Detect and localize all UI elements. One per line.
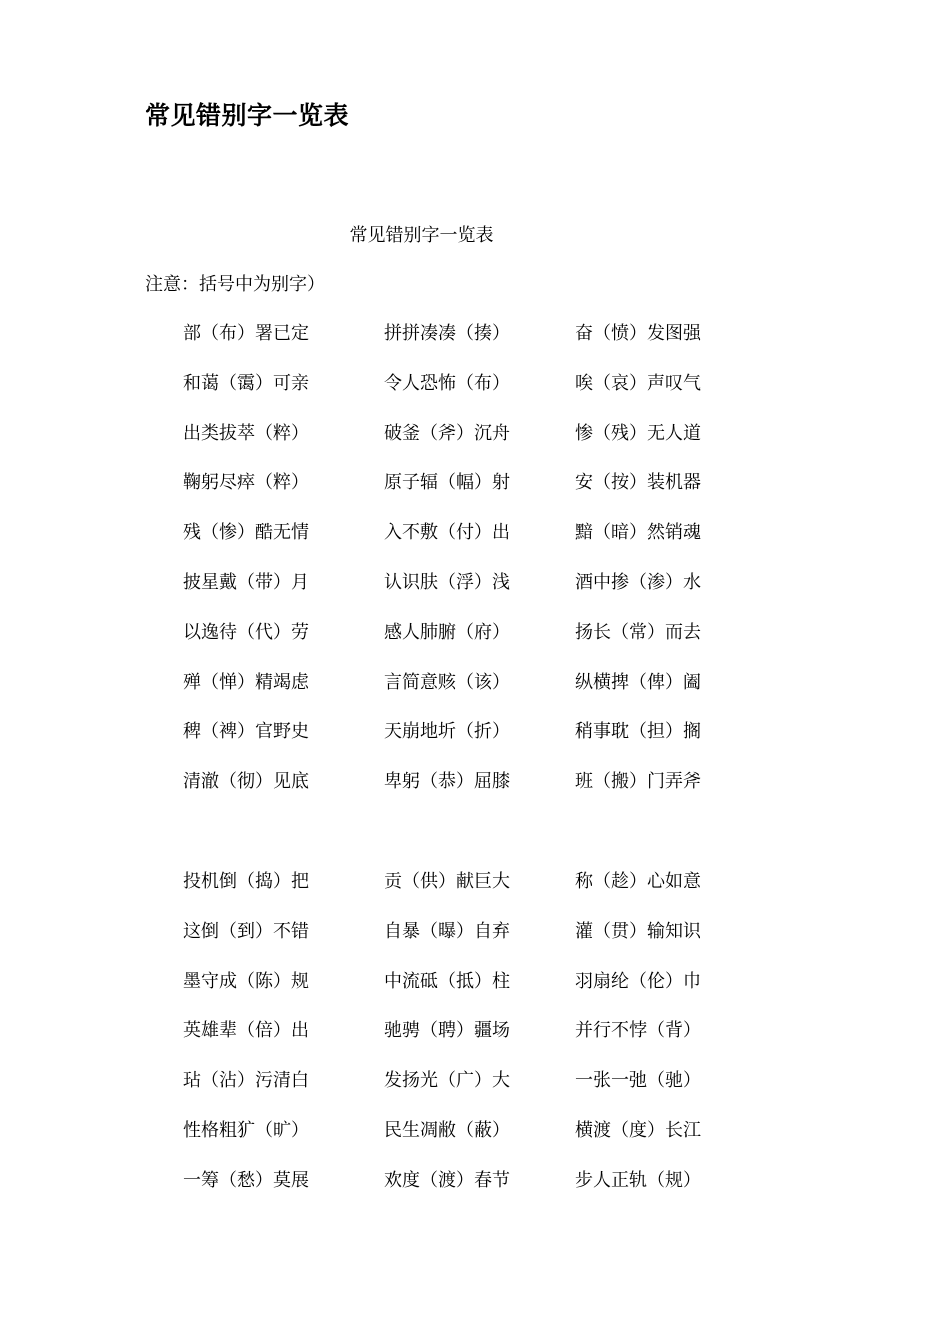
table-cell: 奋（愤）发图强: [575, 323, 701, 344]
table-cell: 天崩地圻（折）: [384, 721, 510, 743]
table-row: [183, 619, 743, 669]
table-cell: 灌（贯）输知识: [575, 920, 701, 942]
table-cell: 和蔼（霭）可亲: [183, 372, 309, 394]
table-cell: 卑躬（恭）屈膝: [384, 771, 510, 793]
table-row: [183, 669, 743, 719]
word-table-block-1: [183, 320, 743, 818]
table-row: [183, 320, 743, 370]
table-cell: 唉（哀）声叹气: [575, 372, 701, 394]
table-cell: 一筹（愁）莫展: [183, 1169, 309, 1191]
table-cell: 性格粗犷（旷）: [183, 1119, 309, 1141]
table-cell: 班（搬）门弄斧: [575, 771, 701, 793]
table-cell: 鞠躬尽瘁（粹）: [183, 472, 309, 494]
table-cell: 感人肺腑（府）: [384, 621, 510, 643]
table-cell: 稗（裨）官野史: [183, 721, 309, 743]
table-row: [183, 968, 743, 1018]
table-row: [183, 1017, 743, 1067]
table-cell: 言简意赅（该）: [384, 671, 510, 693]
table-cell: 披星戴（带）月: [183, 571, 309, 593]
table-cell: 自暴（曝）自弃: [384, 920, 510, 942]
table-cell: 扬长（常）而去: [575, 621, 701, 643]
table-cell: 纵横捭（俾）阖: [575, 671, 701, 693]
table-row: [183, 469, 743, 519]
table-cell: 欢度（渡）春节: [384, 1169, 510, 1191]
table-cell: 原子辐（幅）射: [384, 472, 510, 494]
table-cell: 部（布）署已定: [183, 323, 309, 344]
table-cell: 安（按）装机器: [575, 472, 701, 494]
table-cell: 酒中掺（渗）水: [575, 571, 701, 593]
table-row: [183, 1167, 743, 1217]
table-cell: 发扬光（广）大: [384, 1070, 510, 1092]
table-row: [183, 569, 743, 619]
table-cell: 民生凋敝（蔽）: [384, 1119, 510, 1141]
table-title: 常见错别字一览表: [349, 225, 494, 246]
table-cell: 这倒（到）不错: [183, 920, 309, 942]
table-cell: 一张一弛（驰）: [575, 1070, 701, 1092]
table-cell: 黯（暗）然销魂: [575, 522, 701, 544]
table-cell: 以逸待（代）劳: [183, 621, 309, 643]
table-row: [183, 420, 743, 470]
note-text: 注意：括号中为别字）: [145, 274, 325, 295]
table-cell: 英雄辈（倍）出: [183, 1020, 309, 1042]
table-row: [183, 370, 743, 420]
table-cell: 稍事耽（担）搁: [575, 721, 701, 743]
table-cell: 破釜（斧）沉舟: [384, 422, 510, 444]
table-cell: 玷（沾）污清白: [183, 1070, 309, 1092]
table-cell: 墨守成（陈）规: [183, 970, 309, 992]
table-cell: 入不敷（付）出: [384, 522, 510, 544]
table-cell: 殚（惮）精竭虑: [183, 671, 309, 693]
table-row: [183, 868, 743, 918]
table-row: [183, 1117, 743, 1167]
document-title: 常见错别字一览表: [145, 101, 350, 130]
table-cell: 惨（残）无人道: [575, 422, 701, 444]
table-row: [183, 519, 743, 569]
table-cell: 羽扇纶（伦）巾: [575, 970, 701, 992]
table-cell: 拼拼凑凑（揍）: [384, 323, 510, 344]
table-cell: 残（惨）酷无情: [183, 522, 309, 544]
table-cell: 驰骋（聘）疆场: [384, 1020, 510, 1042]
table-cell: 横渡（度）长江: [575, 1119, 701, 1141]
table-row: [183, 768, 743, 818]
table-cell: 认识肤（浮）浅: [384, 571, 510, 593]
table-cell: 清澈（彻）见底: [183, 771, 309, 793]
word-table-block-2: [183, 868, 743, 1217]
table-cell: 步人正轨（规）: [575, 1169, 701, 1191]
table-row: [183, 718, 743, 768]
table-cell: 中流砥（抵）柱: [384, 970, 510, 992]
table-cell: 令人恐怖（布）: [384, 372, 510, 394]
table-cell: 并行不悖（背）: [575, 1020, 701, 1042]
table-cell: 贡（供）献巨大: [384, 871, 510, 892]
table-row: [183, 918, 743, 968]
table-cell: 投机倒（捣）把: [183, 871, 309, 892]
table-cell: 称（趁）心如意: [575, 871, 701, 892]
table-row: [183, 1067, 743, 1117]
table-cell: 出类拔萃（粹）: [183, 422, 309, 444]
